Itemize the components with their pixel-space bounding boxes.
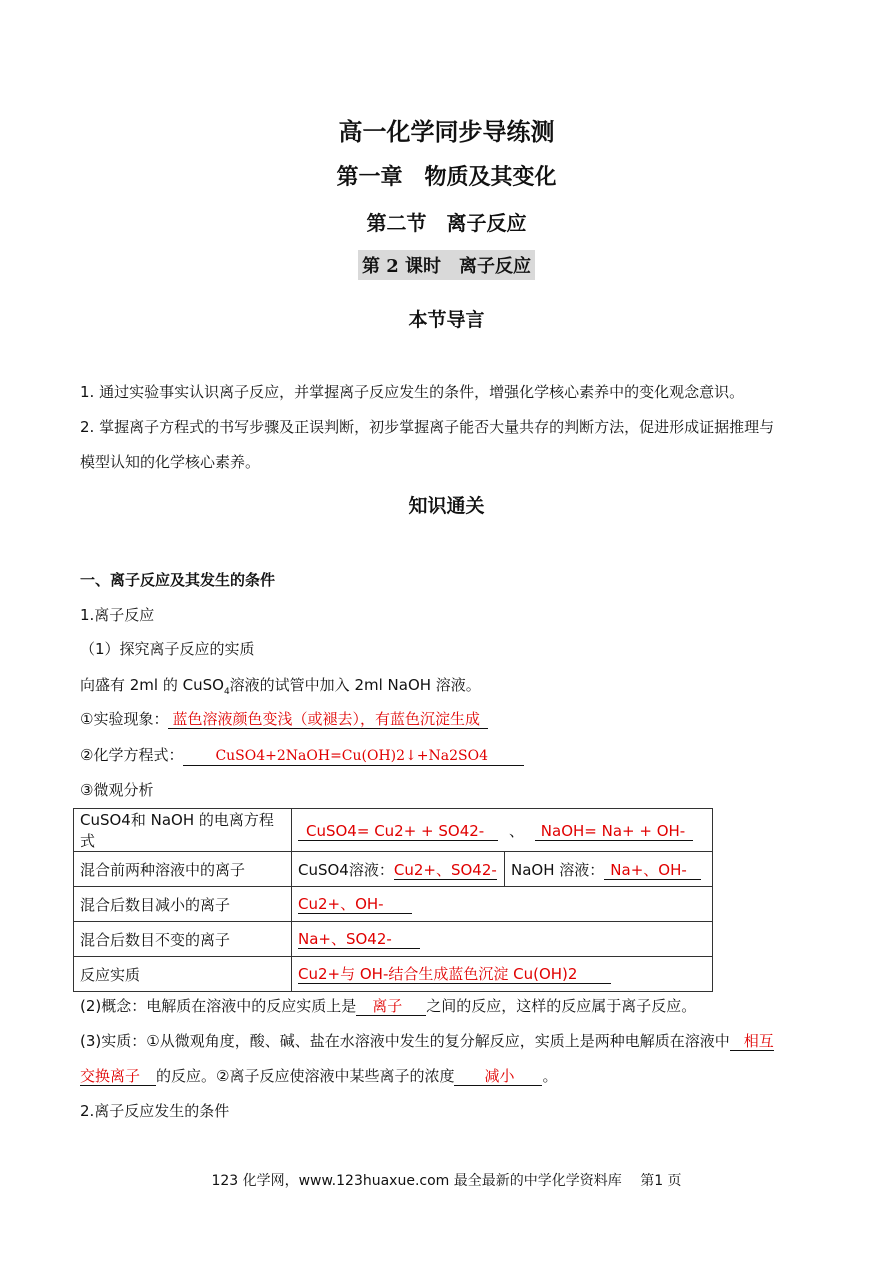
essence-prefix: (3)实质：①从微观角度，酸、碱、盐在水溶液中发生的复分解反应，实质上是两种电解质在溶液中 — [80, 1032, 730, 1050]
answer-cuso4-ions: Cu2+、SO42- — [393, 860, 497, 879]
document-title: 高一化学同步导练测 — [338, 117, 555, 146]
table-cell-naoh — [505, 852, 713, 887]
observation-line — [80, 709, 488, 729]
knowledge-heading: 知识通关 — [408, 495, 485, 517]
essence-answer-1b: 交换离子 — [80, 1067, 156, 1086]
subsection-heading: 一、离子反应及其发生的条件 — [80, 571, 276, 589]
table-row-label: 反应实质 — [74, 957, 292, 992]
table-row-label: 混合后数目减小的离子 — [74, 887, 292, 922]
table-row-answer — [292, 887, 713, 922]
lesson-title-wrap — [0, 250, 893, 280]
intro-item-2a: 2. 掌握离子方程式的书写步骤及正误判断，初步掌握离子能否大量共存的判断方法，促进形成证据推理与 — [80, 418, 775, 436]
answer-decreased-ions: Cu2+、OH- — [298, 895, 412, 914]
observation-label: ①实验现象： — [80, 710, 169, 728]
concept-answer: 离子 — [356, 997, 426, 1016]
experiment-suffix: 溶液的试管中加入 2ml NaOH 溶液。 — [229, 676, 481, 694]
section-title: 第二节 离子反应 — [366, 211, 527, 235]
table-row-label: 混合后数目不变的离子 — [74, 922, 292, 957]
concept-suffix: 之间的反应，这样的反应属于离子反应。 — [426, 997, 697, 1015]
naoh-solution-label: NaOH 溶液： — [511, 860, 605, 879]
table-row — [74, 922, 713, 957]
experiment-prefix: 向盛有 2ml 的 CuSO — [80, 676, 224, 694]
equation-line — [80, 745, 524, 766]
answer-unchanged-ions: Na+、SO42- — [298, 930, 420, 949]
cuso4-solution-label: CuSO4溶液： — [298, 860, 394, 879]
concept-line — [80, 996, 696, 1016]
intro-heading: 本节导言 — [408, 309, 485, 331]
table-row — [74, 852, 713, 887]
answer-naoh-ions: Na+、OH- — [604, 861, 700, 880]
essence-line-1 — [80, 1031, 774, 1051]
essence-mid: 的反应。②离子反应使溶液中某些离子的浓度 — [156, 1067, 455, 1085]
page-footer: 123 化学网，www.123huaxue.com 最全最新的中学化学资料库 第1 页 — [211, 1173, 682, 1189]
chapter-title: 第一章 物质及其变化 — [336, 164, 557, 190]
essence-answer-2: 减小 — [454, 1067, 542, 1086]
question-1: （1）探究离子反应的实质 — [80, 640, 255, 658]
essence-answer-1a: 相互 — [730, 1032, 774, 1051]
concept-prefix: (2)概念：电解质在溶液中的反应实质上是 — [80, 997, 357, 1015]
essence-line-2 — [80, 1066, 558, 1086]
micro-analysis-label: ③微观分析 — [80, 781, 154, 799]
table-row-answer — [292, 809, 713, 852]
table-row — [74, 887, 713, 922]
experiment-text — [80, 675, 481, 702]
equation-answer: CuSO4+2NaOH=Cu(OH)2↓+Na2SO4 — [183, 747, 524, 766]
table-row-label: CuSO4和 NaOH 的电离方程式 — [74, 809, 292, 852]
point-1: 1.离子反应 — [80, 606, 155, 624]
answer-naoh-ionization: NaOH= Na+ + OH- — [535, 822, 693, 841]
point-2: 2.离子反应发生的条件 — [80, 1102, 230, 1120]
table-row-answer — [292, 957, 713, 992]
table-row — [74, 809, 713, 852]
table-row — [74, 957, 713, 992]
table-row-label: 混合前两种溶液中的离子 — [74, 852, 292, 887]
table-row-answer — [292, 922, 713, 957]
intro-item-1: 1. 通过实验事实认识离子反应，并掌握离子反应发生的条件，增强化学核心素养中的变化观念意识。 — [80, 383, 745, 401]
separator: 、 — [509, 821, 525, 840]
answer-cuso4-ionization: CuSO4= Cu2+ + SO42- — [298, 822, 498, 841]
table-cell-cuso4 — [292, 852, 505, 887]
experiment-sub: 4 — [223, 687, 230, 697]
intro-item-2b: 模型认知的化学核心素养。 — [80, 453, 261, 471]
observation-answer: 蓝色溶液颜色变浅（或褪去），有蓝色沉淀生成 — [168, 710, 488, 729]
answer-reaction-essence: Cu2+与 OH-结合生成蓝色沉淀 Cu(OH)2 — [298, 965, 611, 984]
analysis-table — [73, 808, 713, 992]
essence-end: 。 — [542, 1067, 558, 1085]
equation-label: ②化学方程式： — [80, 746, 184, 764]
lesson-title: 第 2 课时 离子反应 — [358, 250, 535, 280]
